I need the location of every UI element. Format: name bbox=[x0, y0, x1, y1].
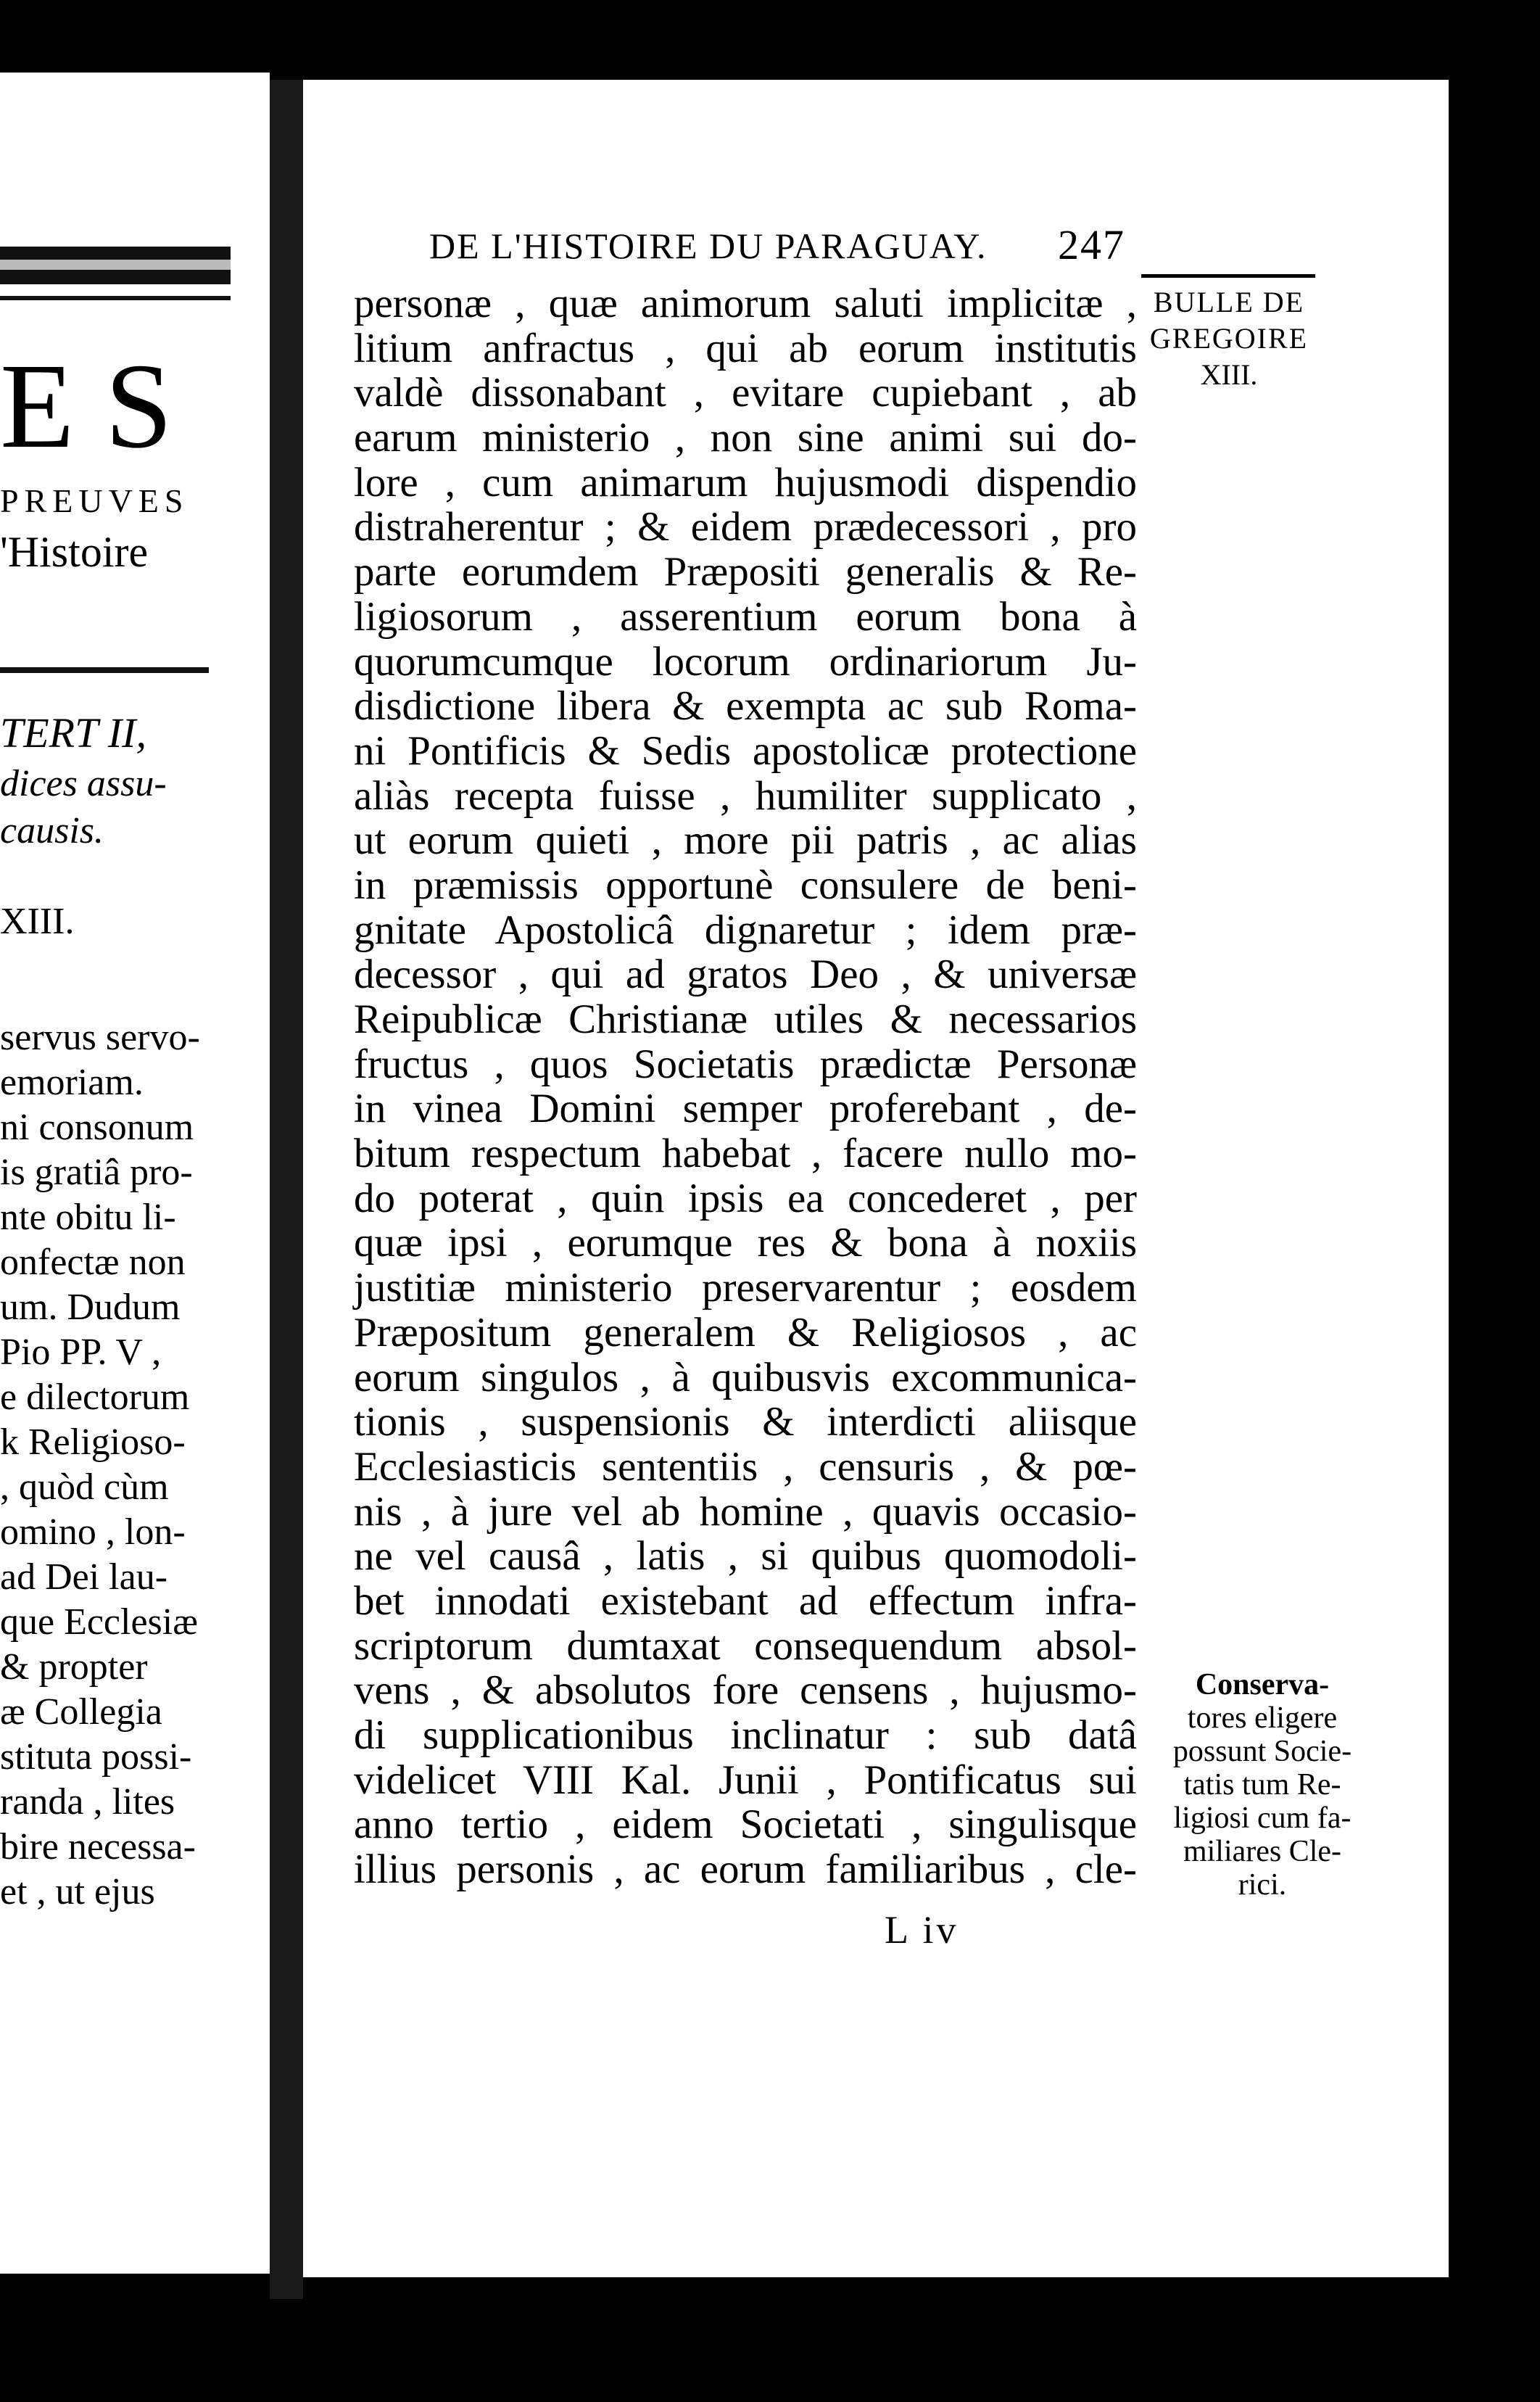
text-line: disdictione libera & exempta ac sub Roma- bbox=[354, 683, 1137, 730]
text-line: tionis , suspensionis & interdicti aliisque bbox=[354, 1399, 1137, 1445]
text-line: anno tertio , eidem Societati , singulisque bbox=[354, 1802, 1137, 1848]
margin-note-line: tatis tum Re- bbox=[1183, 1768, 1341, 1802]
left-text-line: is gratiâ pro- bbox=[0, 1152, 193, 1193]
margin-note-line: ligiosi cum fa- bbox=[1173, 1802, 1351, 1835]
text-line: di supplicationibus inclinatur : sub datâ bbox=[354, 1712, 1137, 1758]
left-text-line: servus servo- bbox=[0, 1017, 200, 1058]
left-text-line: um. Dudum bbox=[0, 1287, 181, 1328]
text-line: ne vel causâ , latis , si quibus quomodoli- bbox=[354, 1533, 1137, 1580]
text-line: illius personis , ac eorum familiaribus , cle- bbox=[354, 1846, 1137, 1893]
margin-note-line: tores eligere bbox=[1187, 1701, 1338, 1735]
left-text-line: omino , lon- bbox=[0, 1511, 186, 1553]
left-text-line: emoriam. bbox=[0, 1062, 144, 1103]
text-line: quæ ipsi , eorumque res & bona à noxiis bbox=[354, 1220, 1137, 1266]
text-line: fructus , quos Societatis prædictæ Personæ bbox=[354, 1041, 1137, 1087]
left-subtitle-1: dices assu- bbox=[0, 763, 167, 804]
page-number: 247 bbox=[1058, 221, 1125, 268]
text-line: nis , à jure vel ab homine , quavis occasio- bbox=[354, 1488, 1137, 1535]
left-subtitle-2: causis. bbox=[0, 810, 104, 851]
left-text-line: que Ecclesiæ bbox=[0, 1601, 198, 1643]
left-text-line: onfectæ non bbox=[0, 1242, 186, 1283]
left-text-line: Pio PP. V , bbox=[0, 1332, 162, 1373]
text-line: lore , cum animarum hujusmodi dispendio bbox=[354, 459, 1137, 505]
left-roman-heading: XIII. bbox=[0, 901, 75, 942]
margin-note-bulle bbox=[1148, 284, 1309, 393]
text-line: earum ministerio , non sine animi sui do- bbox=[354, 415, 1137, 461]
left-text-line: ni consonum bbox=[0, 1107, 194, 1148]
text-line: bitum respectum habebat , facere nullo mo- bbox=[354, 1131, 1137, 1177]
text-line: ni Pontificis & Sedis apostolicæ protectione bbox=[354, 727, 1137, 774]
signature-mark: L iv bbox=[885, 1908, 959, 1952]
left-text-line: k Religioso- bbox=[0, 1421, 186, 1463]
text-line: Reipublicæ Christianæ utiles & necessarios bbox=[354, 996, 1137, 1042]
text-line: aliàs recepta fuisse , humiliter supplicato , bbox=[354, 772, 1137, 819]
body-text bbox=[354, 281, 1137, 1892]
margin-note-line: Conserva- bbox=[1195, 1668, 1330, 1701]
text-line: justitiæ ministerio preservarentur ; eosdem bbox=[354, 1265, 1137, 1311]
text-line: parte eorumdem Præpositi generalis & Re- bbox=[354, 549, 1137, 595]
running-head-title: DE L'HISTOIRE DU PARAGUAY. bbox=[429, 226, 988, 266]
left-page bbox=[0, 73, 270, 2274]
margin-rule bbox=[1141, 274, 1315, 278]
text-line: quorumcumque locorum ordinariorum Ju- bbox=[354, 638, 1137, 685]
margin-note-line: BULLE DE bbox=[1153, 286, 1305, 318]
margin-note-line: possunt Socie- bbox=[1172, 1735, 1352, 1768]
margin-note-line: XIII. bbox=[1200, 358, 1258, 391]
margin-note-conservatores bbox=[1157, 1668, 1367, 1902]
text-line: decessor , qui ad gratos Deo , & universæ bbox=[354, 952, 1137, 998]
text-line: Ecclesiasticis sententiis , censuris , & pœ- bbox=[354, 1443, 1137, 1490]
decorative-band bbox=[0, 247, 231, 284]
text-line: ligiosorum , asserentium eorum bona à bbox=[354, 593, 1137, 640]
text-line: distraherentur ; & eidem prædecessori , pro bbox=[354, 504, 1137, 550]
left-heading-line1: PREUVES bbox=[0, 482, 189, 519]
margin-note-line: GREGOIRE bbox=[1149, 322, 1309, 355]
text-line: personæ , quæ animorum saluti implicitæ , bbox=[354, 281, 1137, 326]
text-line: valdè dissonabant , evitare cupiebant , ab bbox=[354, 370, 1137, 416]
text-line: in vinea Domini semper proferebant , de- bbox=[354, 1086, 1137, 1132]
left-text-line: & propter bbox=[0, 1646, 148, 1688]
text-line: scriptorum dumtaxat consequendum absol- bbox=[354, 1622, 1137, 1669]
left-text-line: nte obitu li- bbox=[0, 1197, 176, 1238]
text-line: ut eorum quieti , more pii patris , ac alias bbox=[354, 817, 1137, 864]
left-text-line: randa , lites bbox=[0, 1781, 175, 1823]
left-heading-line2: 'Histoire bbox=[0, 529, 149, 574]
left-pope-line: TERT II, bbox=[0, 711, 146, 756]
text-line: videlicet VIII Kal. Junii , Pontificatus sui bbox=[354, 1757, 1137, 1803]
text-line: gnitate Apostolicâ dignaretur ; idem præ- bbox=[354, 907, 1137, 953]
text-line: eorum singulos , à quibusvis excommunica- bbox=[354, 1354, 1137, 1400]
left-text-line: , quòd cùm bbox=[0, 1466, 169, 1508]
text-line: do poterat , quin ipsis ea concederet , per bbox=[354, 1175, 1137, 1221]
text-line: litium anfractus , qui ab eorum institutis bbox=[354, 325, 1137, 371]
text-line: Præpositum generalem & Religiosos , ac bbox=[354, 1309, 1137, 1355]
text-line: vens , & absolutos fore censens , hujusmo- bbox=[354, 1667, 1137, 1714]
left-text-line: ad Dei lau- bbox=[0, 1556, 168, 1598]
left-text-line: e dilectorum bbox=[0, 1377, 190, 1418]
header-rule bbox=[0, 296, 231, 300]
margin-note-line: rici. bbox=[1238, 1868, 1287, 1902]
book-gutter bbox=[270, 80, 303, 2299]
text-line: bet innodati existebant ad effectum infra- bbox=[354, 1577, 1137, 1624]
left-text-line: et , ut ejus bbox=[0, 1871, 155, 1912]
running-head bbox=[429, 218, 1125, 276]
margin-note-line: miliares Cle- bbox=[1183, 1835, 1342, 1868]
left-heading-big: E S bbox=[0, 339, 173, 474]
left-text-line: stituta possi- bbox=[0, 1736, 192, 1778]
left-text-line: bire necessa- bbox=[0, 1826, 196, 1867]
left-text-line: æ Collegia bbox=[0, 1691, 162, 1733]
section-rule bbox=[0, 667, 209, 673]
text-line: in præmissis opportunè consulere de beni- bbox=[354, 862, 1137, 908]
